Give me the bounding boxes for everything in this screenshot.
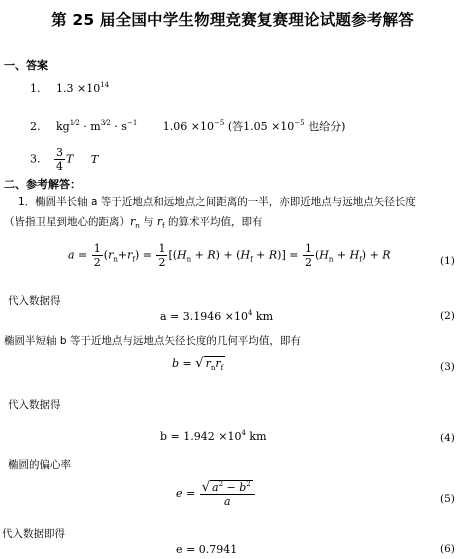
- section-answers-heading: 一、答案: [4, 59, 48, 72]
- label-substitute-3: 代入数据即得: [2, 528, 65, 540]
- equation-6: e = 0.7941: [176, 543, 238, 556]
- label-substitute-2: 代入数据得: [8, 399, 61, 411]
- equation-1: a = $\frac{1}{2}$ $(r_n+r_f)$ = $\frac{1}{2}$ $[(H_n + R) + (H_f + R)]$ = $\frac{1}{2}$ $(H_n + H_f) + R$: [68, 242, 391, 269]
- label-eccentricity: 椭圆的偏心率: [8, 459, 71, 471]
- answer-3-number: 3.: [30, 152, 41, 166]
- solution-paragraph-1b: （皆指卫星到地心的距离）$r_n$ 与 $r_f$ 的算术平均值，即有: [4, 215, 263, 230]
- equation-2-number: (2): [440, 310, 455, 322]
- equation-6-number: (6): [440, 543, 455, 555]
- answer-3-t2: T: [90, 152, 99, 166]
- answer-2-number: 2.: [30, 120, 41, 133]
- answer-1: [30, 82, 109, 95]
- answer-2-value: $1.06 \times 10^{-5}$: [162, 119, 225, 133]
- equation-5: e = $\frac{√ a^2 - b^2}{a}$: [176, 480, 256, 508]
- equation-2: $a = 3.1946 \times 10^4$ km: [160, 309, 274, 323]
- equation-4-number: (4): [440, 432, 455, 444]
- section-solution-heading: 二、参考解答：: [4, 178, 81, 191]
- page-title: 第 25 届全国中学生物理竞赛复赛理论试题参考解答: [51, 11, 414, 29]
- answer-2-note: (答$1.05 \times 10^{-5}$ 也给分): [227, 119, 346, 133]
- equation-1-number: (1): [440, 255, 455, 267]
- answer-3: [30, 146, 98, 173]
- equation-5-number: (5): [440, 493, 455, 505]
- answer-1-value: 1.3 ×10: [56, 82, 101, 95]
- answer-2-unit: $kg^{1⁄2} \cdot m^{3⁄2} \cdot s^{-1}$: [56, 119, 138, 133]
- label-substitute-1: 代入数据得: [8, 295, 61, 307]
- solution-paragraph-1: 1．椭圆半长轴 a 等于近地点和远地点之间距离的一半，亦即近地点与远地点矢径长度: [18, 196, 416, 208]
- equation-3-number: (3): [440, 361, 455, 373]
- equation-4: $b = 1.942 \times 10^4$ km: [160, 429, 267, 443]
- equation-3: b = √ $r_nr_f$: [172, 356, 224, 372]
- answer-1-exponent: 14: [100, 81, 110, 89]
- answer-2: [30, 118, 345, 134]
- answer-3-fraction: $\frac{3}{4}$: [56, 146, 63, 173]
- answer-1-number: 1.: [30, 82, 41, 95]
- solution-paragraph-2: 椭圆半短轴 b 等于近地点与远地点矢径长度的几何平均值，即有: [4, 335, 301, 347]
- answer-3-t1: T: [66, 152, 74, 166]
